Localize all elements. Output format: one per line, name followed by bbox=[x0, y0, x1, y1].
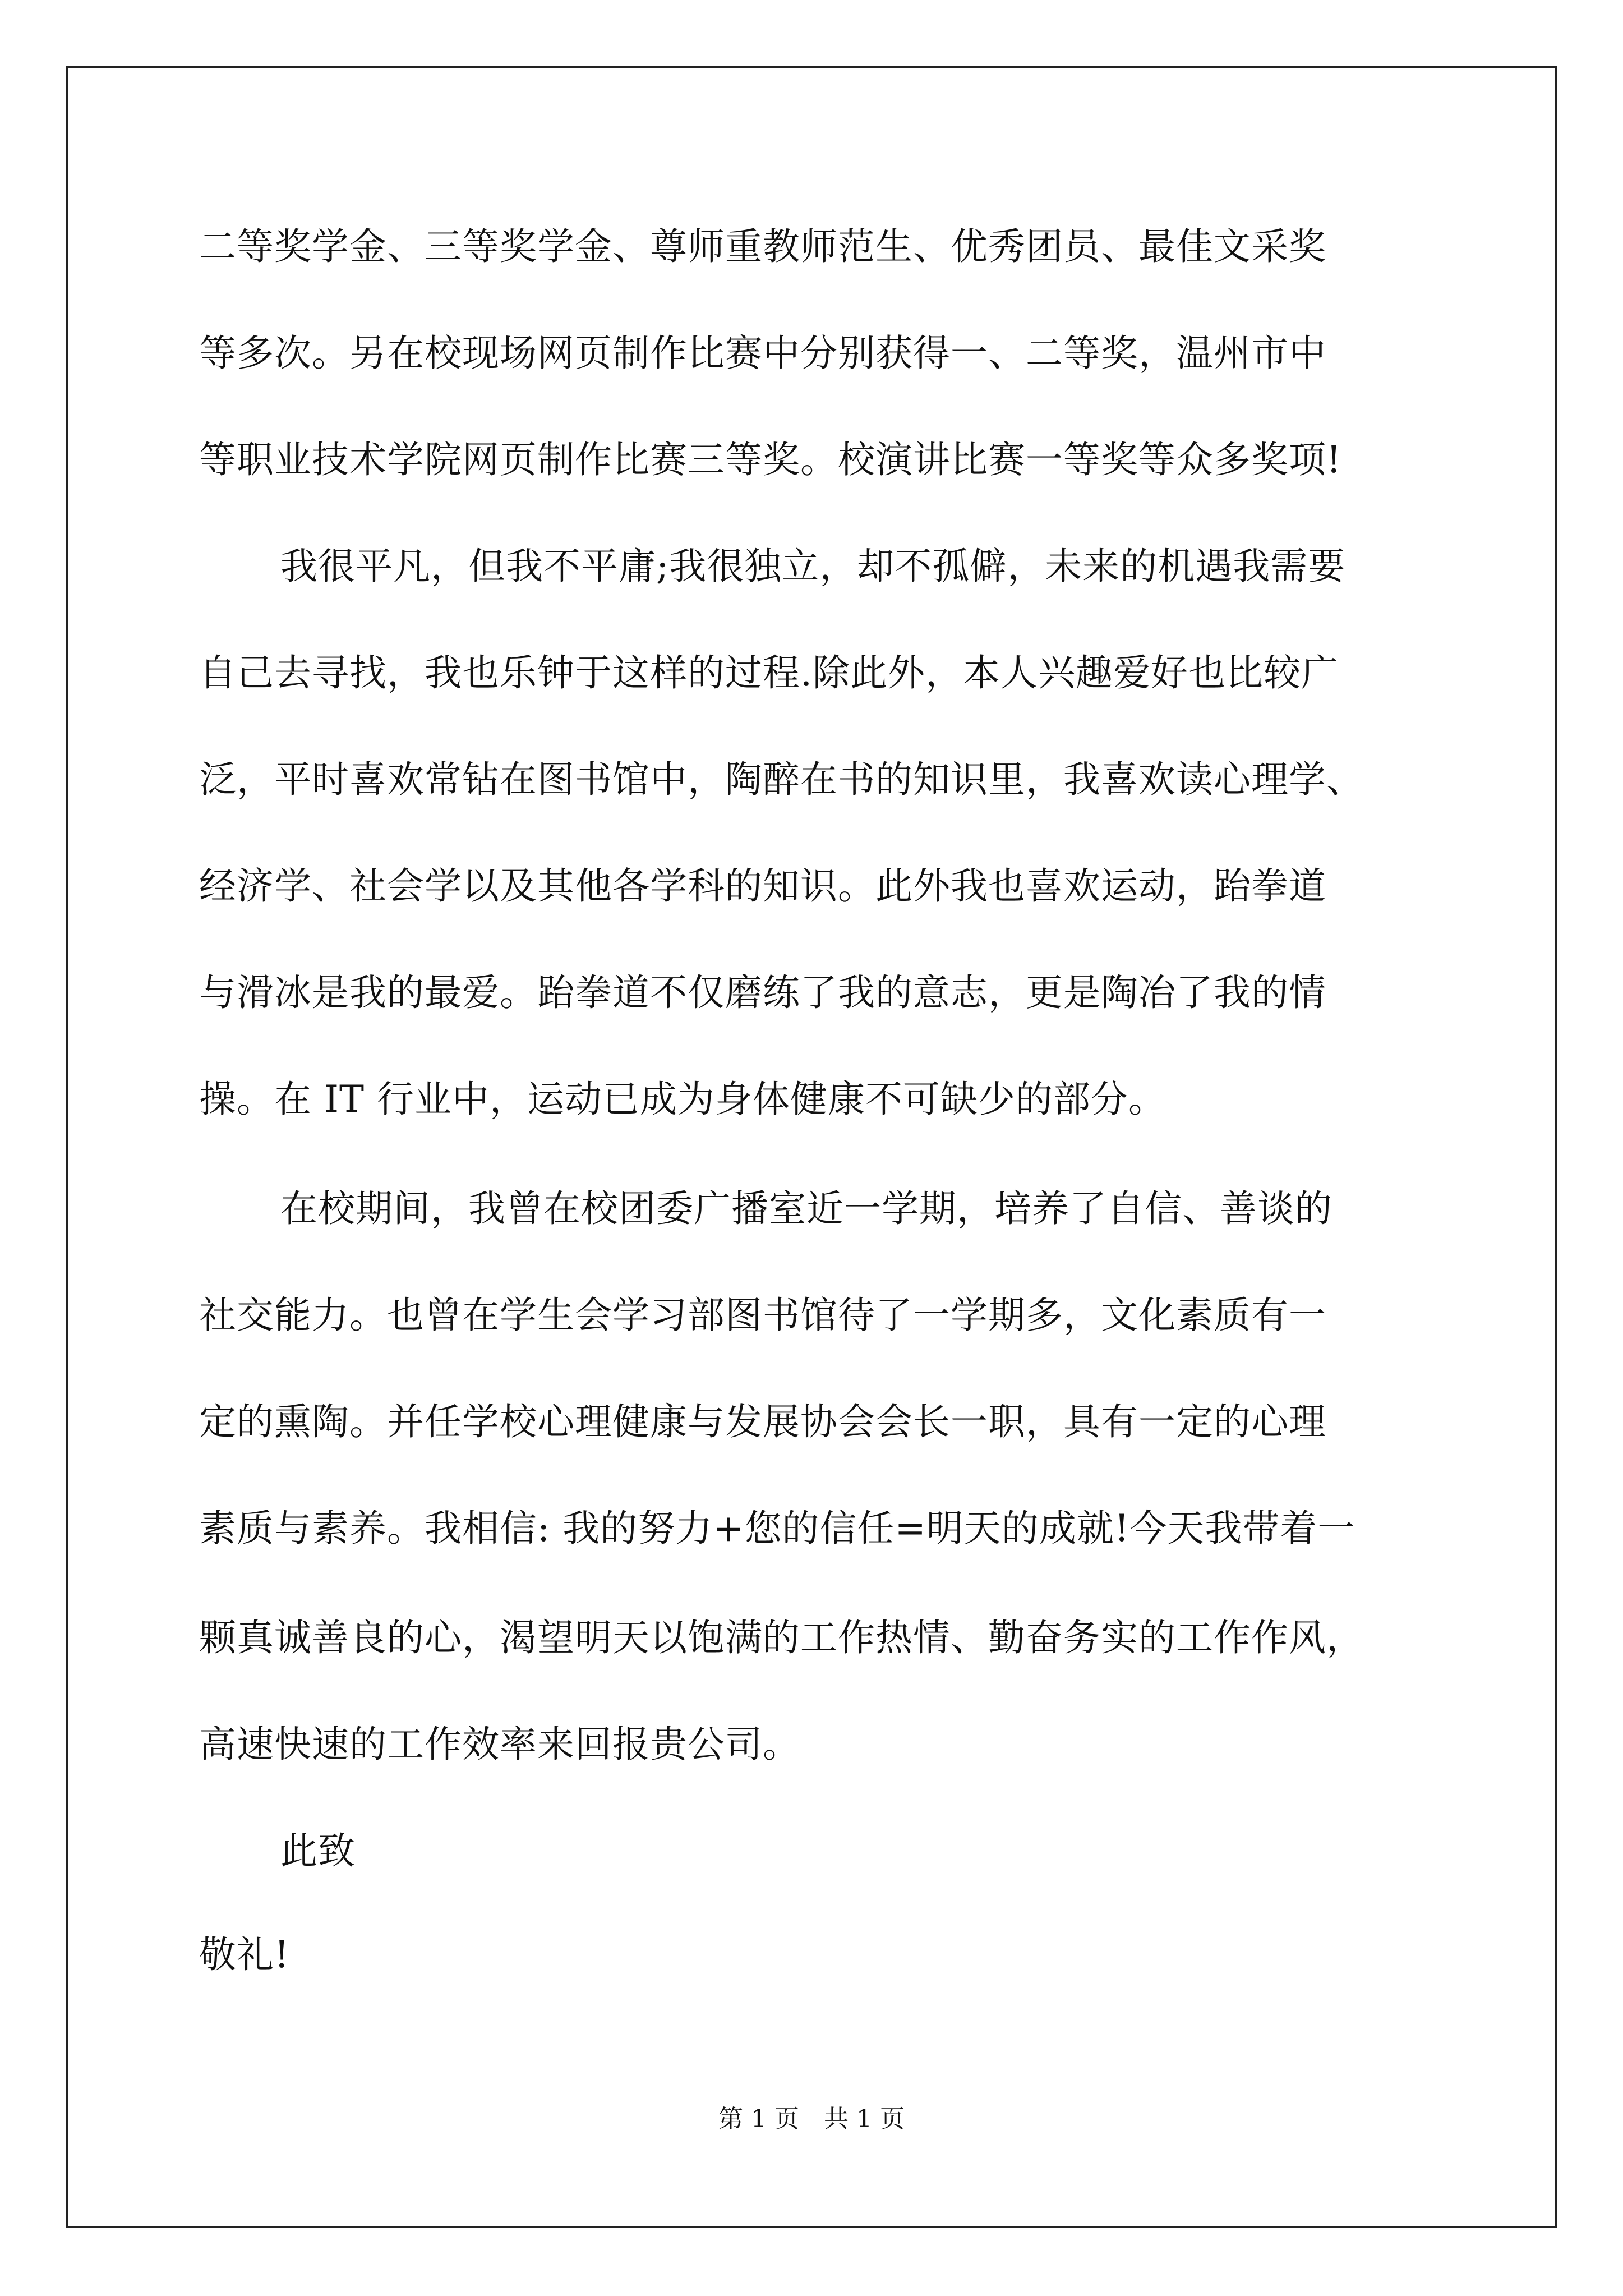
text-line: 与滑冰是我的最爱。跆拳道不仅磨练了我的意志，更是陶冶了我的情 bbox=[199, 971, 1326, 1014]
text-line: 泛，平时喜欢常钻在图书馆中，陶醉在书的知识里，我喜欢读心理学、 bbox=[199, 758, 1364, 801]
text-line: 二等奖学金、三等奖学金、尊师重教师范生、优秀团员、最佳文采奖 bbox=[199, 225, 1326, 268]
text-line: 经济学、社会学以及其他各学科的知识。此外我也喜欢运动，跆拳道 bbox=[199, 864, 1326, 908]
text-line: 在校期间，我曾在校团委广播室近一学期，培养了自信、善谈的 bbox=[280, 1187, 1332, 1230]
text-line: 自己去寻找，我也乐钟于这样的过程.除此外，本人兴趣爱好也比较广 bbox=[199, 651, 1339, 694]
closing-regards: 敬礼! bbox=[199, 1933, 290, 1976]
text-line: 社交能力。也曾在学生会学习部图书馆待了一学期多，文化素质有一 bbox=[199, 1294, 1326, 1337]
text-line: 颗真诚善良的心，渴望明天以饱满的工作热情、勤奋务实的工作作风， bbox=[199, 1616, 1364, 1659]
text-line: 等多次。另在校现场网页制作比赛中分别获得一、二等奖，温州市中 bbox=[199, 332, 1326, 375]
text-line: 素质与素养。我相信: 我的努力+您的信任=明天的成就!今天我带着一 bbox=[199, 1507, 1355, 1550]
text-line: 我很平凡，但我不平庸;我很独立，却不孤僻，未来的机遇我需要 bbox=[280, 545, 1346, 588]
text-line: 等职业技术学院网页制作比赛三等奖。校演讲比赛一等奖等众多奖项! bbox=[199, 438, 1342, 481]
text-line: 高速快速的工作效率来回报贵公司。 bbox=[199, 1723, 800, 1766]
page-border bbox=[66, 66, 1557, 2228]
text-line: 操。在 IT 行业中，运动已成为身体健康不可缺少的部分。 bbox=[199, 1078, 1166, 1121]
closing-salutation: 此致 bbox=[280, 1829, 356, 1872]
page-number-footer: 第 1 页 共 1 页 bbox=[718, 2105, 905, 2133]
text-line: 定的熏陶。并任学校心理健康与发展协会会长一职，具有一定的心理 bbox=[199, 1400, 1326, 1443]
